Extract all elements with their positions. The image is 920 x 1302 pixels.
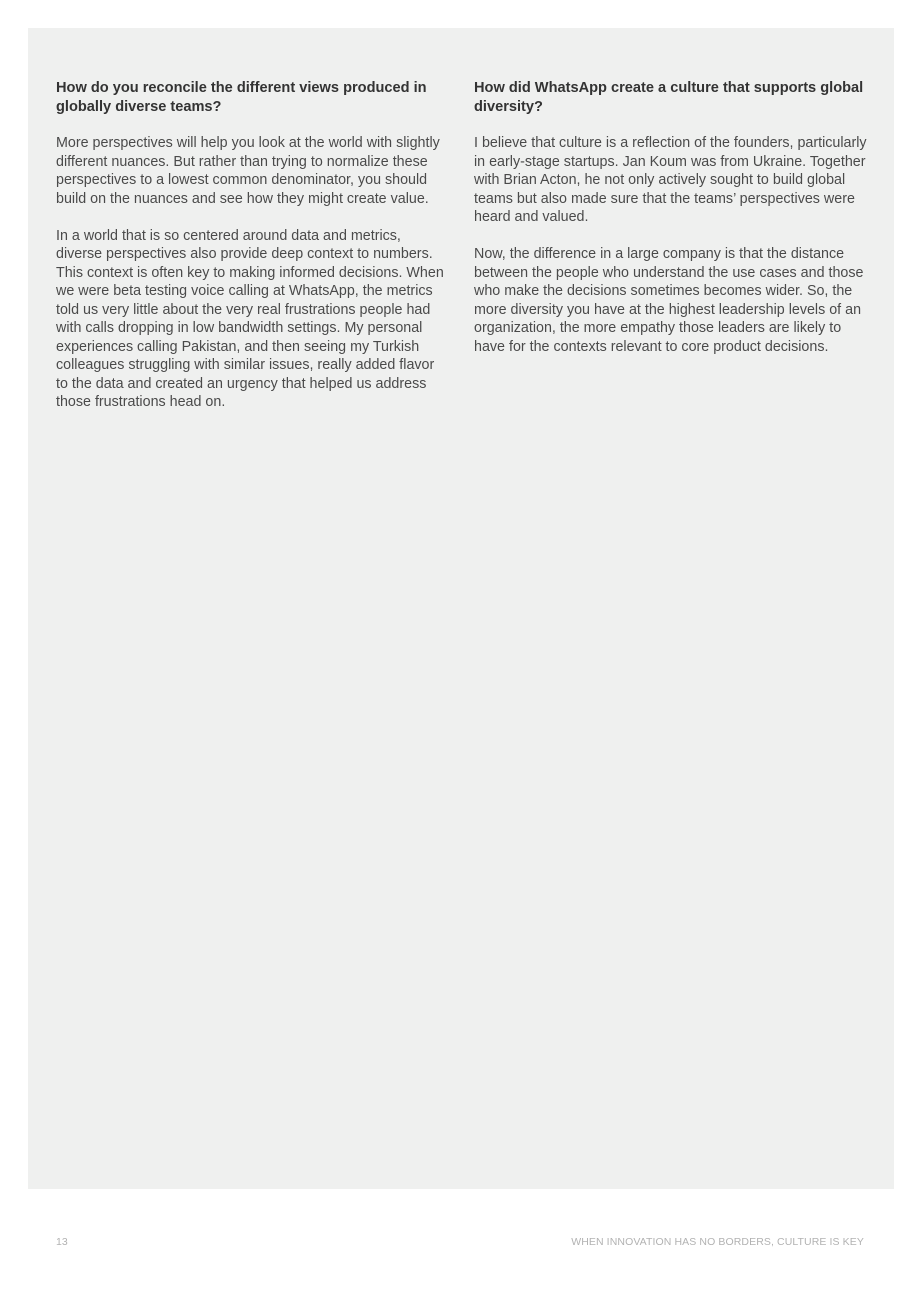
right-question-heading: How did WhatsApp create a culture that supports global diversity? — [474, 80, 864, 115]
right-paragraph-2: Now, the difference in a large company is that the distance between the people who understand the use cases and those who make the decisions sometimes becomes wider. So, the more diversity you have at the highest leadership levels of an organization, the more empathy those leaders are likely to have for the contexts relevant to core product decisions. — [474, 246, 864, 355]
left-paragraph-1: More perspectives will help you look at the world with slightly different nuances. But rather than trying to normalize these perspectives to a lowest common denominator, you should build on the nuances and see how they might create value. — [56, 135, 440, 207]
left-question-heading: How do you reconcile the different views produced in globally diverse teams? — [56, 80, 427, 115]
right-column — [474, 79, 868, 375]
running-title: WHEN INNOVATION HAS NO BORDERS, CULTURE IS KEY — [571, 1236, 864, 1248]
left-paragraph-2: In a world that is so centered around data and metrics, diverse perspectives also provide deep context to numbers. This context is often key to making informed decisions. When we were beta testing voice calling at WhatsApp, the metrics told us very little about the very real frustrations people had with calls dropping in low bandwidth settings. My personal experiences calling Pakistan, and then seeing my Turkish colleagues struggling with similar issues, really added flavor to the data and created an urgency that helped us address those frustrations head on. — [56, 227, 444, 410]
content-panel — [28, 28, 894, 1189]
left-column — [56, 79, 448, 430]
page-number: 13 — [56, 1236, 68, 1248]
right-paragraph-1: I believe that culture is a reflection of the founders, particularly in early-stage startups. Jan Koum was from Ukraine. Together with Brian Acton, he not only actively sought to build global teams but also made sure that the teams’ perspectives were heard and valued. — [474, 135, 867, 225]
